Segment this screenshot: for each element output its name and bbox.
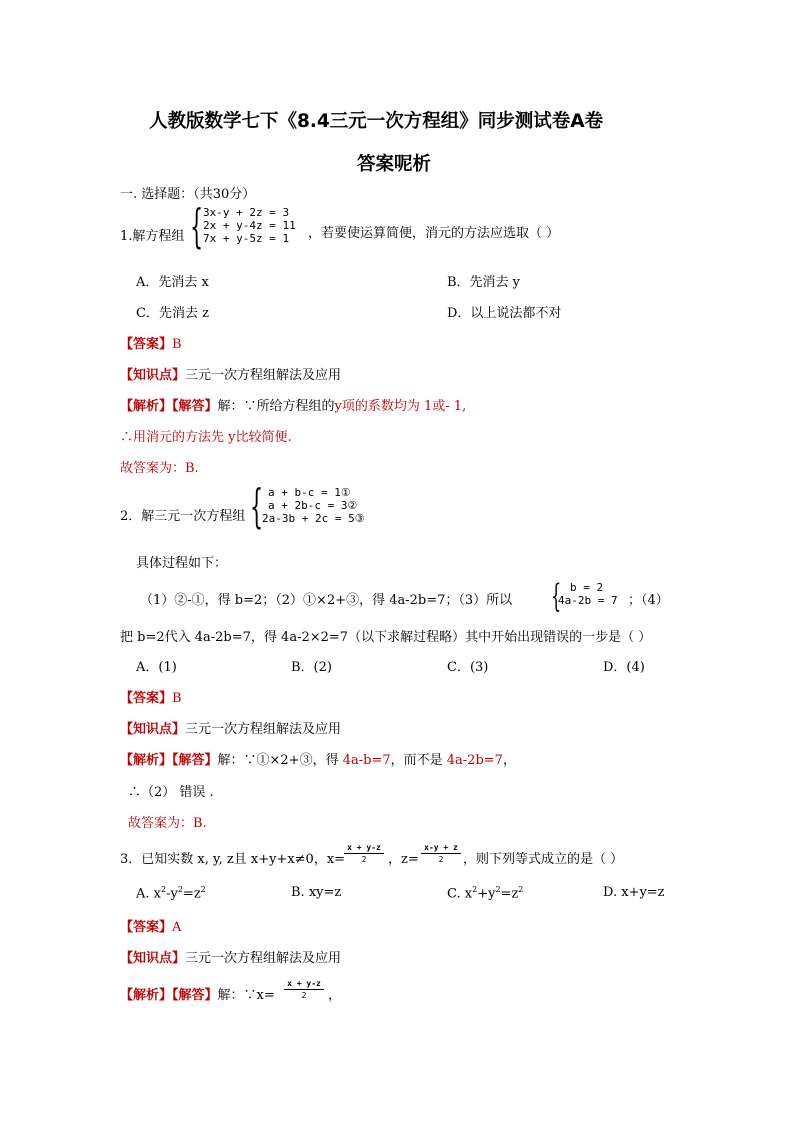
q2-brace: { bbox=[250, 479, 264, 533]
q2-answer-line bbox=[120, 687, 182, 706]
q3-option-d: D. x+y=z bbox=[603, 885, 665, 900]
q2-option-c: C．(3) bbox=[447, 660, 489, 675]
q3-answer-line bbox=[120, 916, 181, 935]
q1-eq-1: 3x-y + 2z = 3 bbox=[203, 206, 290, 219]
q2-option-d: D．(4) bbox=[603, 660, 645, 675]
q2-sub-eq-1: b = 2 bbox=[570, 581, 604, 594]
q1-knowledge-line bbox=[120, 364, 341, 383]
q3-option-b: B. xy=z bbox=[291, 885, 342, 900]
q1-analysis-line bbox=[120, 395, 466, 414]
q2-analysis-e: ， bbox=[502, 753, 516, 768]
q1-option-b: B．先消去 y bbox=[447, 275, 521, 290]
q1-brace: { bbox=[190, 199, 204, 253]
q3-option-a: A. $x^2-y^2=z^2$ bbox=[136, 885, 206, 902]
q2-eq-1: a + b-c = 1① bbox=[268, 486, 351, 499]
q2-analysis-d: 4a-2b=7 bbox=[446, 753, 503, 768]
fraction-bar bbox=[284, 989, 324, 990]
q3-prefix: 3．已知实数 x, y, z且 x+y+x≠0，x= bbox=[120, 852, 346, 867]
q3-answer: A bbox=[172, 920, 182, 935]
q1-knowledge: 三元一次方程组解法及应用 bbox=[185, 368, 342, 383]
q2-sub-eq-2: 4a-2b = 7 bbox=[558, 594, 618, 607]
analysis-label: 【解析】【解答】 bbox=[120, 753, 218, 768]
q2-sub-brace: { bbox=[551, 577, 562, 615]
q2-analysis-2: ∴（2） 错误 . bbox=[128, 785, 214, 800]
q1-final: 故答案为：B. bbox=[120, 461, 199, 476]
q3-frac2-den: 2 bbox=[438, 855, 444, 864]
q1-eq-2: 2x + y-4z = 11 bbox=[203, 219, 296, 232]
q3-frac3-den: 2 bbox=[301, 991, 307, 1000]
q2-analysis-a: 解：∵①×2+③，得 bbox=[217, 753, 343, 768]
q1-eq-3: 7x + y-5z = 1 bbox=[203, 232, 290, 245]
q3-analysis-line bbox=[120, 984, 275, 1003]
q2-analysis-c: ，而不是 bbox=[390, 753, 447, 768]
q3-knowledge: 三元一次方程组解法及应用 bbox=[185, 951, 342, 966]
q2-prefix: 2．解三元一次方程组 bbox=[120, 509, 246, 524]
q3-knowledge-line bbox=[120, 947, 341, 966]
fraction-bar bbox=[344, 853, 384, 854]
q2-process-line1-end: ；（4） bbox=[628, 593, 669, 608]
q1-option-c: C．先消去 z bbox=[136, 306, 209, 321]
q2-option-a: A．(1) bbox=[136, 660, 177, 675]
page-subtitle: 答案呢析 bbox=[357, 154, 432, 175]
q3-frac2-num: x-y + z bbox=[424, 843, 458, 852]
knowledge-label: 【知识点】 bbox=[120, 368, 186, 383]
q3-analysis-b: ， bbox=[328, 988, 342, 1003]
q2-final: 故答案为：B. bbox=[128, 816, 207, 831]
q1-option-a: A．先消去 x bbox=[136, 275, 209, 290]
q3-frac1-den: 2 bbox=[361, 855, 367, 864]
q3-analysis-a: 解：∵x= bbox=[217, 988, 275, 1003]
q2-eq-2: a + 2b-c = 3② bbox=[268, 499, 358, 512]
q1-analysis-a: 解：∵所给方程组的 bbox=[217, 399, 335, 414]
q2-eq-3: 2a-3b + 2c = 5③ bbox=[262, 512, 365, 525]
q1-option-d: D．以上说法都不对 bbox=[447, 306, 562, 321]
q2-knowledge: 三元一次方程组解法及应用 bbox=[185, 722, 342, 737]
knowledge-label: 【知识点】 bbox=[120, 951, 186, 966]
q2-knowledge-line bbox=[120, 718, 341, 737]
analysis-label: 【解析】【解答】 bbox=[120, 399, 218, 414]
q1-suffix: ，若要使运算简便，消元的方法应选取（ ） bbox=[308, 226, 560, 241]
knowledge-label: 【知识点】 bbox=[120, 722, 186, 737]
section-heading: 一. 选择题：（共30分） bbox=[120, 187, 256, 202]
fraction-bar bbox=[421, 853, 461, 854]
q1-answer-line bbox=[120, 333, 182, 352]
q3-frac3-num: x + y-z bbox=[287, 979, 321, 988]
q2-option-b: B．(2) bbox=[291, 660, 332, 675]
q2-answer: B bbox=[172, 691, 182, 706]
q3-frac1-num: x + y-z bbox=[347, 843, 381, 852]
q3-option-c: C. $x^2+y^2=z^2$ bbox=[447, 885, 524, 902]
answer-label: 【答案】 bbox=[120, 691, 173, 706]
q1-analysis-2: ∴用消元的方法先 y比较简便. bbox=[120, 430, 292, 445]
q1-answer: B bbox=[172, 337, 182, 352]
q3-suffix: ，则下列等式成立的是（ ） bbox=[463, 852, 624, 867]
q2-analysis-line bbox=[120, 749, 516, 768]
analysis-label: 【解析】【解答】 bbox=[120, 988, 218, 1003]
q2-process-intro: 具体过程如下： bbox=[136, 556, 228, 571]
answer-label: 【答案】 bbox=[120, 920, 173, 935]
q2-process-line1: （1）②-①，得 b=2；（2）①×2+③，得 4a-2b=7；（3）所以 bbox=[140, 593, 513, 608]
answer-label: 【答案】 bbox=[120, 337, 173, 352]
q2-process-line2: 把 b=2代入 4a-2b=7，得 4a-2×2=7（以下求解过程略）其中开始出现错误的一步是（ ） bbox=[120, 630, 652, 645]
page-title: 人教版数学七下《8.4三元一次方程组》同步测试卷A卷 bbox=[149, 111, 604, 132]
q1-prefix: 1.解方程组 bbox=[120, 229, 185, 244]
q3-fraction-2 bbox=[421, 843, 461, 864]
q2-analysis-b: 4a-b=7 bbox=[342, 753, 391, 768]
q3-fraction-3 bbox=[284, 979, 324, 1000]
q3-fraction-1 bbox=[344, 843, 384, 864]
q3-mid: ，z= bbox=[388, 852, 419, 867]
q1-analysis-b: y项的系数均为 1或- 1, bbox=[334, 399, 467, 414]
